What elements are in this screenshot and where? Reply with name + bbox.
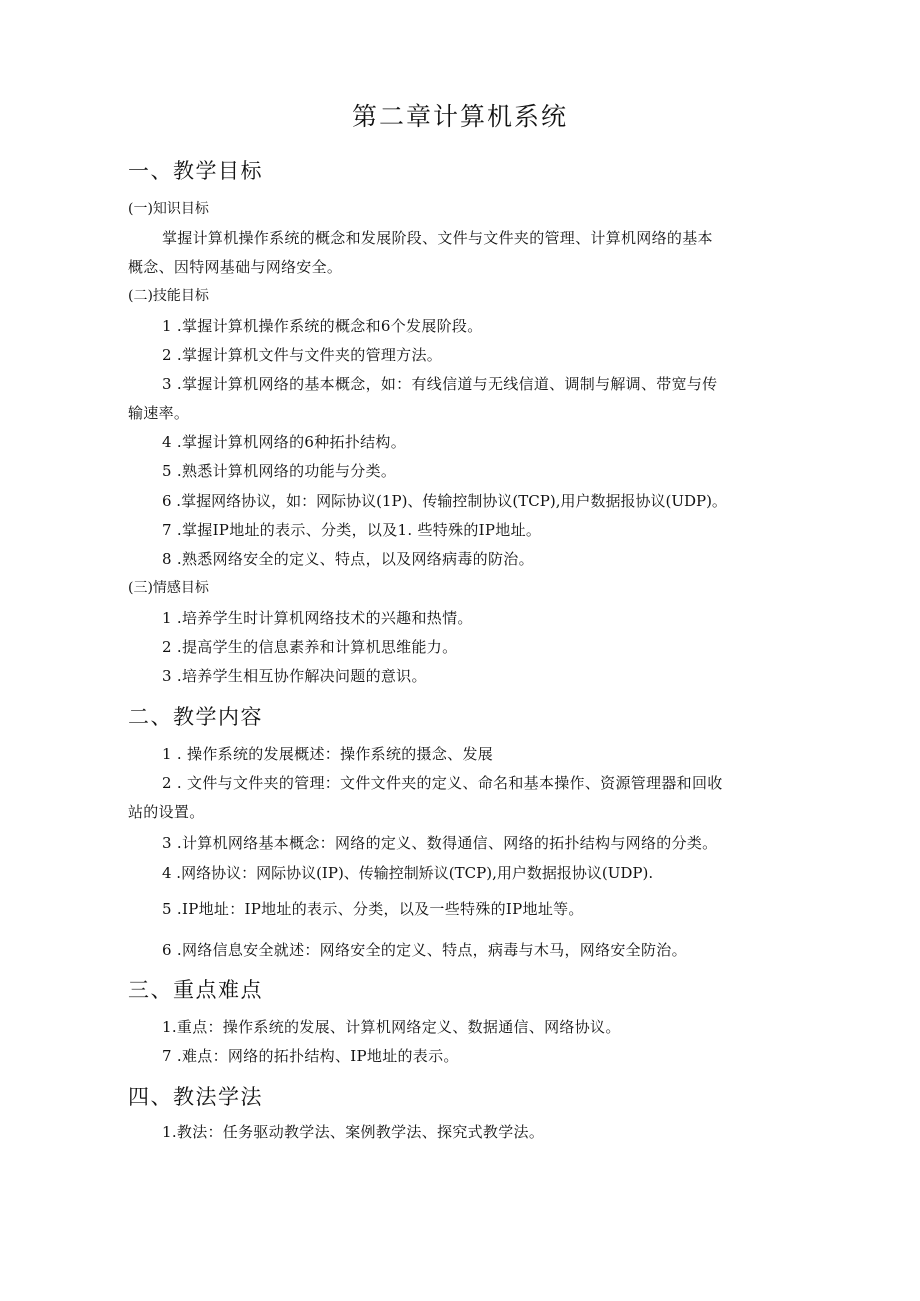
skill-goal-item-continuation: 输速率。 bbox=[128, 404, 190, 422]
section-heading-key-points: 三、重点难点 bbox=[128, 978, 263, 1002]
document-title: 第二章计算机系统 bbox=[351, 102, 568, 131]
key-point-item: 7 .难点：网络的拓扑结构、IP地址的表示。 bbox=[162, 1047, 459, 1065]
section-heading-teaching-content: 二、教学内容 bbox=[128, 705, 263, 729]
teaching-content-item: 6 .网络信息安全就述：网络安全的定义、特点，病毒与木马，网络安全防治。 bbox=[162, 941, 687, 959]
knowledge-goals-paragraph-line-1: 掌握计算机操作系统的概念和发展阶段、文件与文件夹的管理、计算机网络的基本 bbox=[162, 229, 713, 247]
section-heading-teaching-methods: 四、教法学法 bbox=[128, 1085, 263, 1109]
subheading-skill-goals: (二)技能目标 bbox=[128, 288, 209, 304]
knowledge-goals-paragraph-line-2: 概念、因特网基础与网络安全。 bbox=[128, 258, 343, 276]
skill-goal-item: 1 .掌握计算机操作系统的概念和6个发展阶段。 bbox=[162, 317, 483, 335]
teaching-content-item: 4 .网络协议：网际协议(IP)、传输控制矫议(TCP),用户数据报协议(UDP). bbox=[162, 864, 654, 882]
skill-goal-item: 3 .掌握计算机网络的基本概念，如：有线信道与无线信道、调制与解调、带宽与传 bbox=[162, 375, 718, 393]
skill-goal-item: 4 .掌握计算机网络的6种拓扑结构。 bbox=[162, 433, 407, 451]
skill-goal-item: 5 .熟悉计算机网络的功能与分类。 bbox=[162, 462, 397, 480]
skill-goal-item: 6 .掌握网络协议，如：网际协议(1P)、传输控制协议(TCP),用户数据报协议(UDP)。 bbox=[162, 492, 727, 510]
teaching-content-item-continuation: 站的设置。 bbox=[128, 803, 205, 821]
section-heading-teaching-goals: 一、教学目标 bbox=[128, 159, 263, 183]
skill-goal-item: 7 .掌握IP地址的表示、分类，以及1. 些特殊的IP地址。 bbox=[162, 521, 542, 539]
teaching-content-item: 5 .IP地址：IP地址的表示、分类，以及一些特殊的IP地址等。 bbox=[162, 900, 584, 918]
subheading-emotional-goals: (三)情感目标 bbox=[128, 580, 209, 596]
teaching-method-item: 1.教法：任务驱动教学法、案例教学法、探究式教学法。 bbox=[162, 1123, 545, 1141]
key-point-item: 1.重点：操作系统的发展、计算机网络定义、数据通信、网络协议。 bbox=[162, 1018, 621, 1036]
emotional-goal-item: 2 .提高学生的信息素养和计算机思维能力。 bbox=[162, 638, 458, 656]
subheading-knowledge-goals: (一)知识目标 bbox=[128, 201, 209, 217]
skill-goal-item: 8 .熟悉网络安全的定义、特点，以及网络病毒的防治。 bbox=[162, 550, 534, 568]
teaching-content-item: 3 .计算机网络基本概念：网络的定义、数得通信、网络的拓扑结构与网络的分类。 bbox=[162, 834, 718, 852]
emotional-goal-item: 3 .培养学生相互协作解决问题的意识。 bbox=[162, 667, 427, 685]
teaching-content-item: 1 . 操作系统的发展概述：操作系统的摄念、发展 bbox=[162, 745, 494, 763]
skill-goal-item: 2 .掌握计算机文件与文件夹的管理方法。 bbox=[162, 346, 443, 364]
emotional-goal-item: 1 .培养学生时计算机网络技术的兴趣和热情。 bbox=[162, 609, 473, 627]
teaching-content-item: 2 . 文件与文件夹的管理：文件文件夹的定义、命名和基本操作、资源管理器和回收 bbox=[162, 774, 723, 792]
